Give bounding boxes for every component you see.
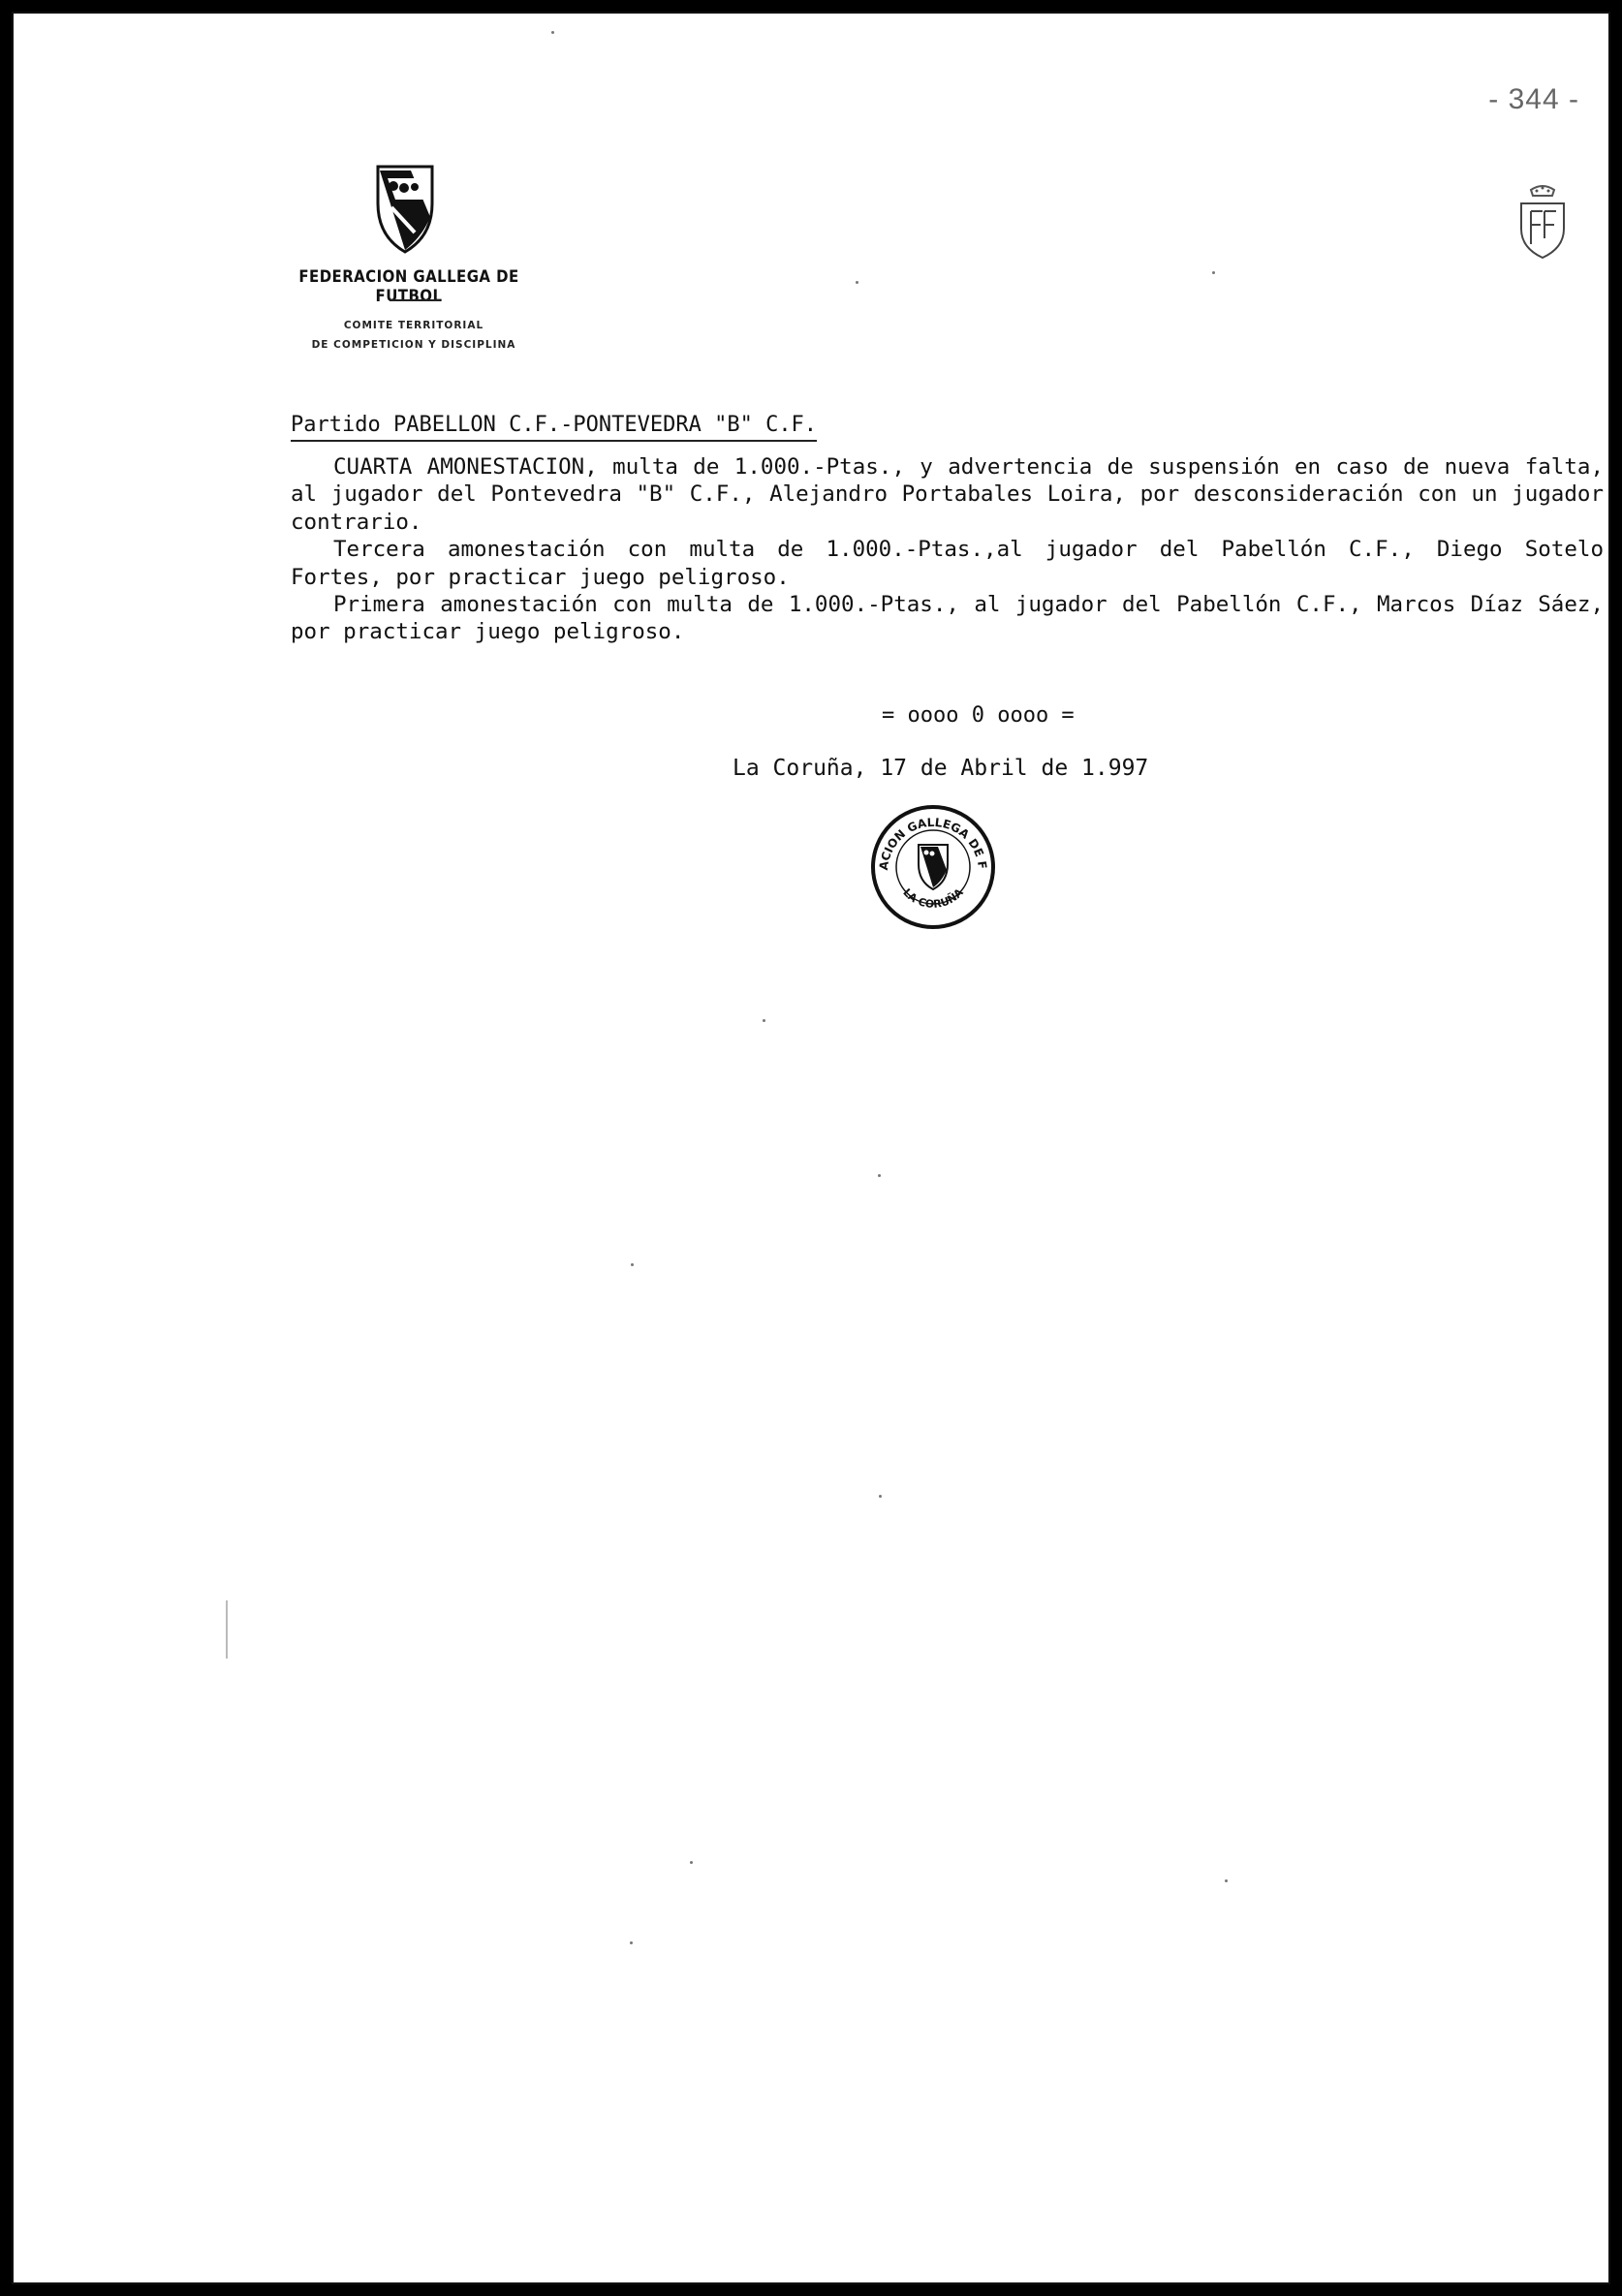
committee-line-1: COMITE TERRITORIAL [343, 320, 484, 331]
scan-speck [1212, 271, 1215, 274]
stamp-ring-text: ACION GALLEGA DE F [876, 815, 990, 872]
scan-speck [551, 31, 554, 34]
scan-speck [763, 1019, 765, 1022]
federation-stamp [870, 804, 996, 934]
federation-shield-logo [372, 159, 438, 260]
scan-speck [879, 1495, 882, 1498]
org-name: FEDERACION GALLEGA DE FUTBOL [298, 267, 519, 306]
match-title: Partido PABELLON C.F.-PONTEVEDRA "B" C.F. [291, 413, 817, 442]
stamp-city-text: LA CORUÑA [900, 885, 966, 912]
scan-speck [226, 1600, 228, 1659]
committee-line-2: DE COMPETICION Y DISCIPLINA [311, 339, 516, 351]
sanction-paragraph: Primera amonestación con multa de 1.000.-Ptas., al jugador del Pabellón C.F., Marcos Díaz Sáez, por practicar juego peligroso. [291, 592, 1604, 645]
scan-speck [630, 1941, 633, 1944]
place-date: La Coruña, 17 de Abril de 1.997 [733, 756, 1149, 781]
rfef-crest-icon [1513, 180, 1572, 265]
document-page [12, 12, 1610, 2284]
scan-speck [690, 1861, 693, 1864]
sanction-paragraph: Tercera amonestación con multa de 1.000.-Ptas.,al jugador del Pabellón C.F., Diego Sotelo Fortes, por practicar juego peligroso. [291, 537, 1604, 590]
sanctions-body [291, 453, 1604, 646]
scan-speck [631, 1263, 634, 1266]
sanction-paragraph: CUARTA AMONESTACION, multa de 1.000.-Ptas., y advertencia de suspensión en caso de nueva falta, al jugador del Pontevedra "B" C.F., Alejandro Portabales Loira, por desconsideración con un jugador contrario. [291, 454, 1604, 535]
committee-name [273, 316, 554, 355]
page-number: - 344 - [1488, 83, 1579, 115]
scan-speck [1225, 1879, 1228, 1882]
section-separator: = oooo 0 oooo = [882, 703, 1075, 728]
letterhead-divider [390, 299, 440, 301]
scan-speck [856, 281, 858, 284]
scan-speck [878, 1174, 881, 1177]
